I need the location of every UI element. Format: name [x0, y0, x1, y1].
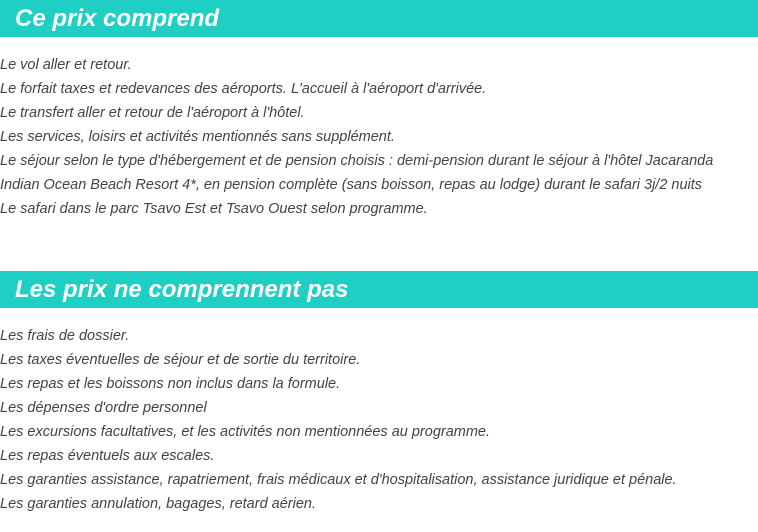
excluded-section-header	[0, 271, 758, 308]
excluded-item: Les dépenses d'ordre personnel	[0, 400, 207, 416]
included-section-title: Ce prix comprend	[15, 5, 220, 32]
included-item: Le safari dans le parc Tsavo Est et Tsavo Ouest selon programme.	[0, 201, 428, 217]
included-list	[0, 53, 745, 221]
excluded-item: Les taxes éventuelles de séjour et de sortie du territoire.	[0, 352, 361, 368]
excluded-item: Les repas éventuels aux escales.	[0, 448, 215, 464]
excluded-item: Les frais de dossier.	[0, 328, 130, 344]
excluded-list	[0, 324, 745, 516]
excluded-item: Les repas et les boissons non inclus dans la formule.	[0, 376, 341, 392]
included-item: Le vol aller et retour.	[0, 57, 132, 73]
excluded-section-title: Les prix ne comprennent pas	[15, 276, 349, 303]
excluded-item: Les garanties assistance, rapatriement, frais médicaux et d'hospitalisation, assistance juridique et pénale.	[0, 472, 677, 488]
included-section-header	[0, 0, 758, 37]
excluded-item: Les garanties annulation, bagages, retard aérien.	[0, 496, 316, 512]
included-item: Le séjour selon le type d'hébergement et de pension choisis : demi-pension durant le séjour à l'hôtel Jacaranda Indian Ocean Beach Resort 4*, en pension complète (sans boisson, repas au lodge) durant le safari 3j/2 nuits	[0, 153, 714, 193]
included-item: Le forfait taxes et redevances des aéroports. L'accueil à l'aéroport d'arrivée.	[0, 81, 487, 97]
included-item: Les services, loisirs et activités mentionnés sans supplément.	[0, 129, 395, 145]
excluded-item: Les excursions facultatives, et les activités non mentionnées au programme.	[0, 424, 491, 440]
included-item: Le transfert aller et retour de l'aéroport à l'hôtel.	[0, 105, 305, 121]
